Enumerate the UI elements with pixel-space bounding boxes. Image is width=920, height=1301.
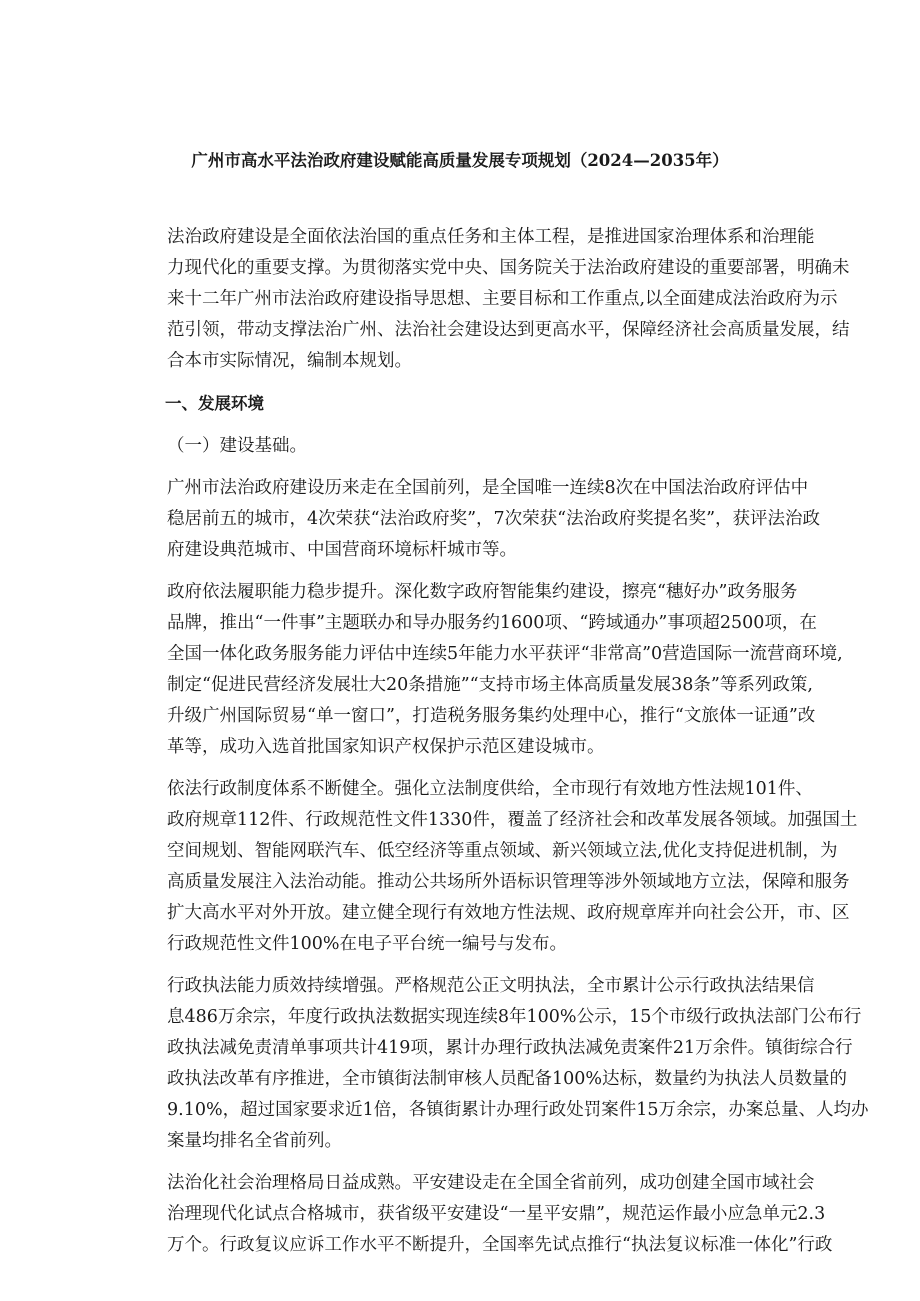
text-line: 政府规章112件、行政规范性文件1330件，覆盖了经济社会和改革发展各领域。加强国土 bbox=[167, 810, 858, 830]
text-line: 品牌，推出“一件事”主题联办和导办服务约1600项、“跨域通办”事项超2500项，在 bbox=[167, 613, 817, 633]
text-line: 力现代化的重要支撑。为贯彻落实党中央、国务院关于法治政府建设的重要部署，明确未 bbox=[167, 258, 850, 278]
text-line: 空间规划、智能网联汽车、低空经济等重点领域、新兴领域立法,优化支持促进机制，为 bbox=[167, 841, 838, 861]
text-line: 范引领，带动支撑法治广州、法治社会建设达到更高水平，保障经济社会高质量发展，结 bbox=[167, 320, 850, 340]
text-line: 来十二年广州市法治政府建设指导思想、主要目标和工作重点,以全面建成法治政府为示 bbox=[167, 289, 838, 309]
text-line: 革等，成功入选首批国家知识产权保护示范区建设城市。 bbox=[167, 737, 605, 757]
text-line: 政府依法履职能力稳步提升。深化数字政府智能集约建设，擦亮“穗好办”政务服务 bbox=[167, 582, 798, 602]
text-line: 高质量发展注入法治动能。推动公共场所外语标识管理等涉外领域地方立法，保障和服务 bbox=[167, 872, 850, 892]
text-line: 行政规范性文件100%在电子平台统一编号与发布。 bbox=[167, 934, 568, 954]
text-line: 依法行政制度体系不断健全。强化立法制度供给，全市现行有效地方性法规101件、 bbox=[167, 779, 813, 799]
subsection-heading: （一）建设基础。 bbox=[167, 436, 307, 456]
body-paragraph bbox=[132, 774, 858, 960]
text-line: 法治政府建设是全面依法治国的重点任务和主体工程，是推进国家治理体系和治理能 bbox=[167, 227, 815, 247]
text-line: 稳居前五的城市，4次荣获“法治政府奖”，7次荣获“法治政府奖提名奖”，获评法治政 bbox=[167, 509, 821, 529]
text-line: 政执法减免责清单事项共计419项，累计办理行政执法减免责案件21万余件。镇街综合行 bbox=[167, 1038, 853, 1058]
text-line: 扩大高水平对外开放。建立健全现行有效地方性法规、政府规章库并向社会公开，市、区 bbox=[167, 903, 850, 923]
text-line: 广州市法治政府建设历来走在全国前列，是全国唯一连续8次在中国法治政府评估中 bbox=[167, 478, 809, 498]
text-line: 治理现代化试点合格城市，获省级平安建设“一星平安鼎”，规范运作最小应急单元2.3 bbox=[167, 1204, 826, 1224]
body-paragraph bbox=[132, 577, 843, 763]
section-heading: 一、发展环境 bbox=[165, 394, 264, 413]
text-line: 案量均排名全省前列。 bbox=[167, 1131, 342, 1151]
intro-paragraph bbox=[132, 222, 850, 377]
document-body bbox=[132, 222, 869, 1272]
text-line: 制定“促进民营经济发展壮大20条措施”“支持市场主体高质量发展38条”等系列政策, bbox=[167, 675, 813, 695]
text-line: 府建设典范城市、中国营商环境标杆城市等。 bbox=[167, 540, 517, 560]
document-title: 广州市高水平法治政府建设赋能高质量发展专项规划（2024—2035年） bbox=[191, 151, 729, 170]
text-line: 升级广州国际贸易“单一窗口”，打造税务服务集约处理中心，推行“文旅体一证通”改 bbox=[167, 706, 816, 726]
text-line: 合本市实际情况，编制本规划。 bbox=[167, 351, 412, 371]
text-line: 行政执法能力质效持续增强。严格规范公正文明执法，全市累计公示行政执法结果信 bbox=[167, 976, 815, 996]
text-line: 息486万余宗，年度行政执法数据实现连续8年100%公示，15个市级行政执法部门公布行 bbox=[167, 1007, 862, 1027]
text-line: 政执法改革有序推进，全市镇街法制审核人员配备100%达标，数量约为执法人员数量的 bbox=[167, 1069, 848, 1089]
text-line: 万个。行政复议应诉工作水平不断提升，全国率先试点推行“执法复议标准一体化”行政 bbox=[167, 1235, 833, 1255]
body-paragraph bbox=[132, 473, 821, 566]
text-line: 9.10%，超过国家要求近1倍，各镇街累计办理行政处罚案件15万余宗，办案总量、人均办 bbox=[167, 1100, 869, 1120]
body-paragraph bbox=[132, 1168, 833, 1261]
text-line: 全国一体化政务服务能力评估中连续5年能力水平获评“非常高”0营造国际一流营商环境, bbox=[167, 644, 843, 664]
text-line: 法治化社会治理格局日益成熟。平安建设走在全国全省前列，成功创建全国市域社会 bbox=[167, 1173, 815, 1193]
body-paragraph bbox=[132, 971, 869, 1157]
